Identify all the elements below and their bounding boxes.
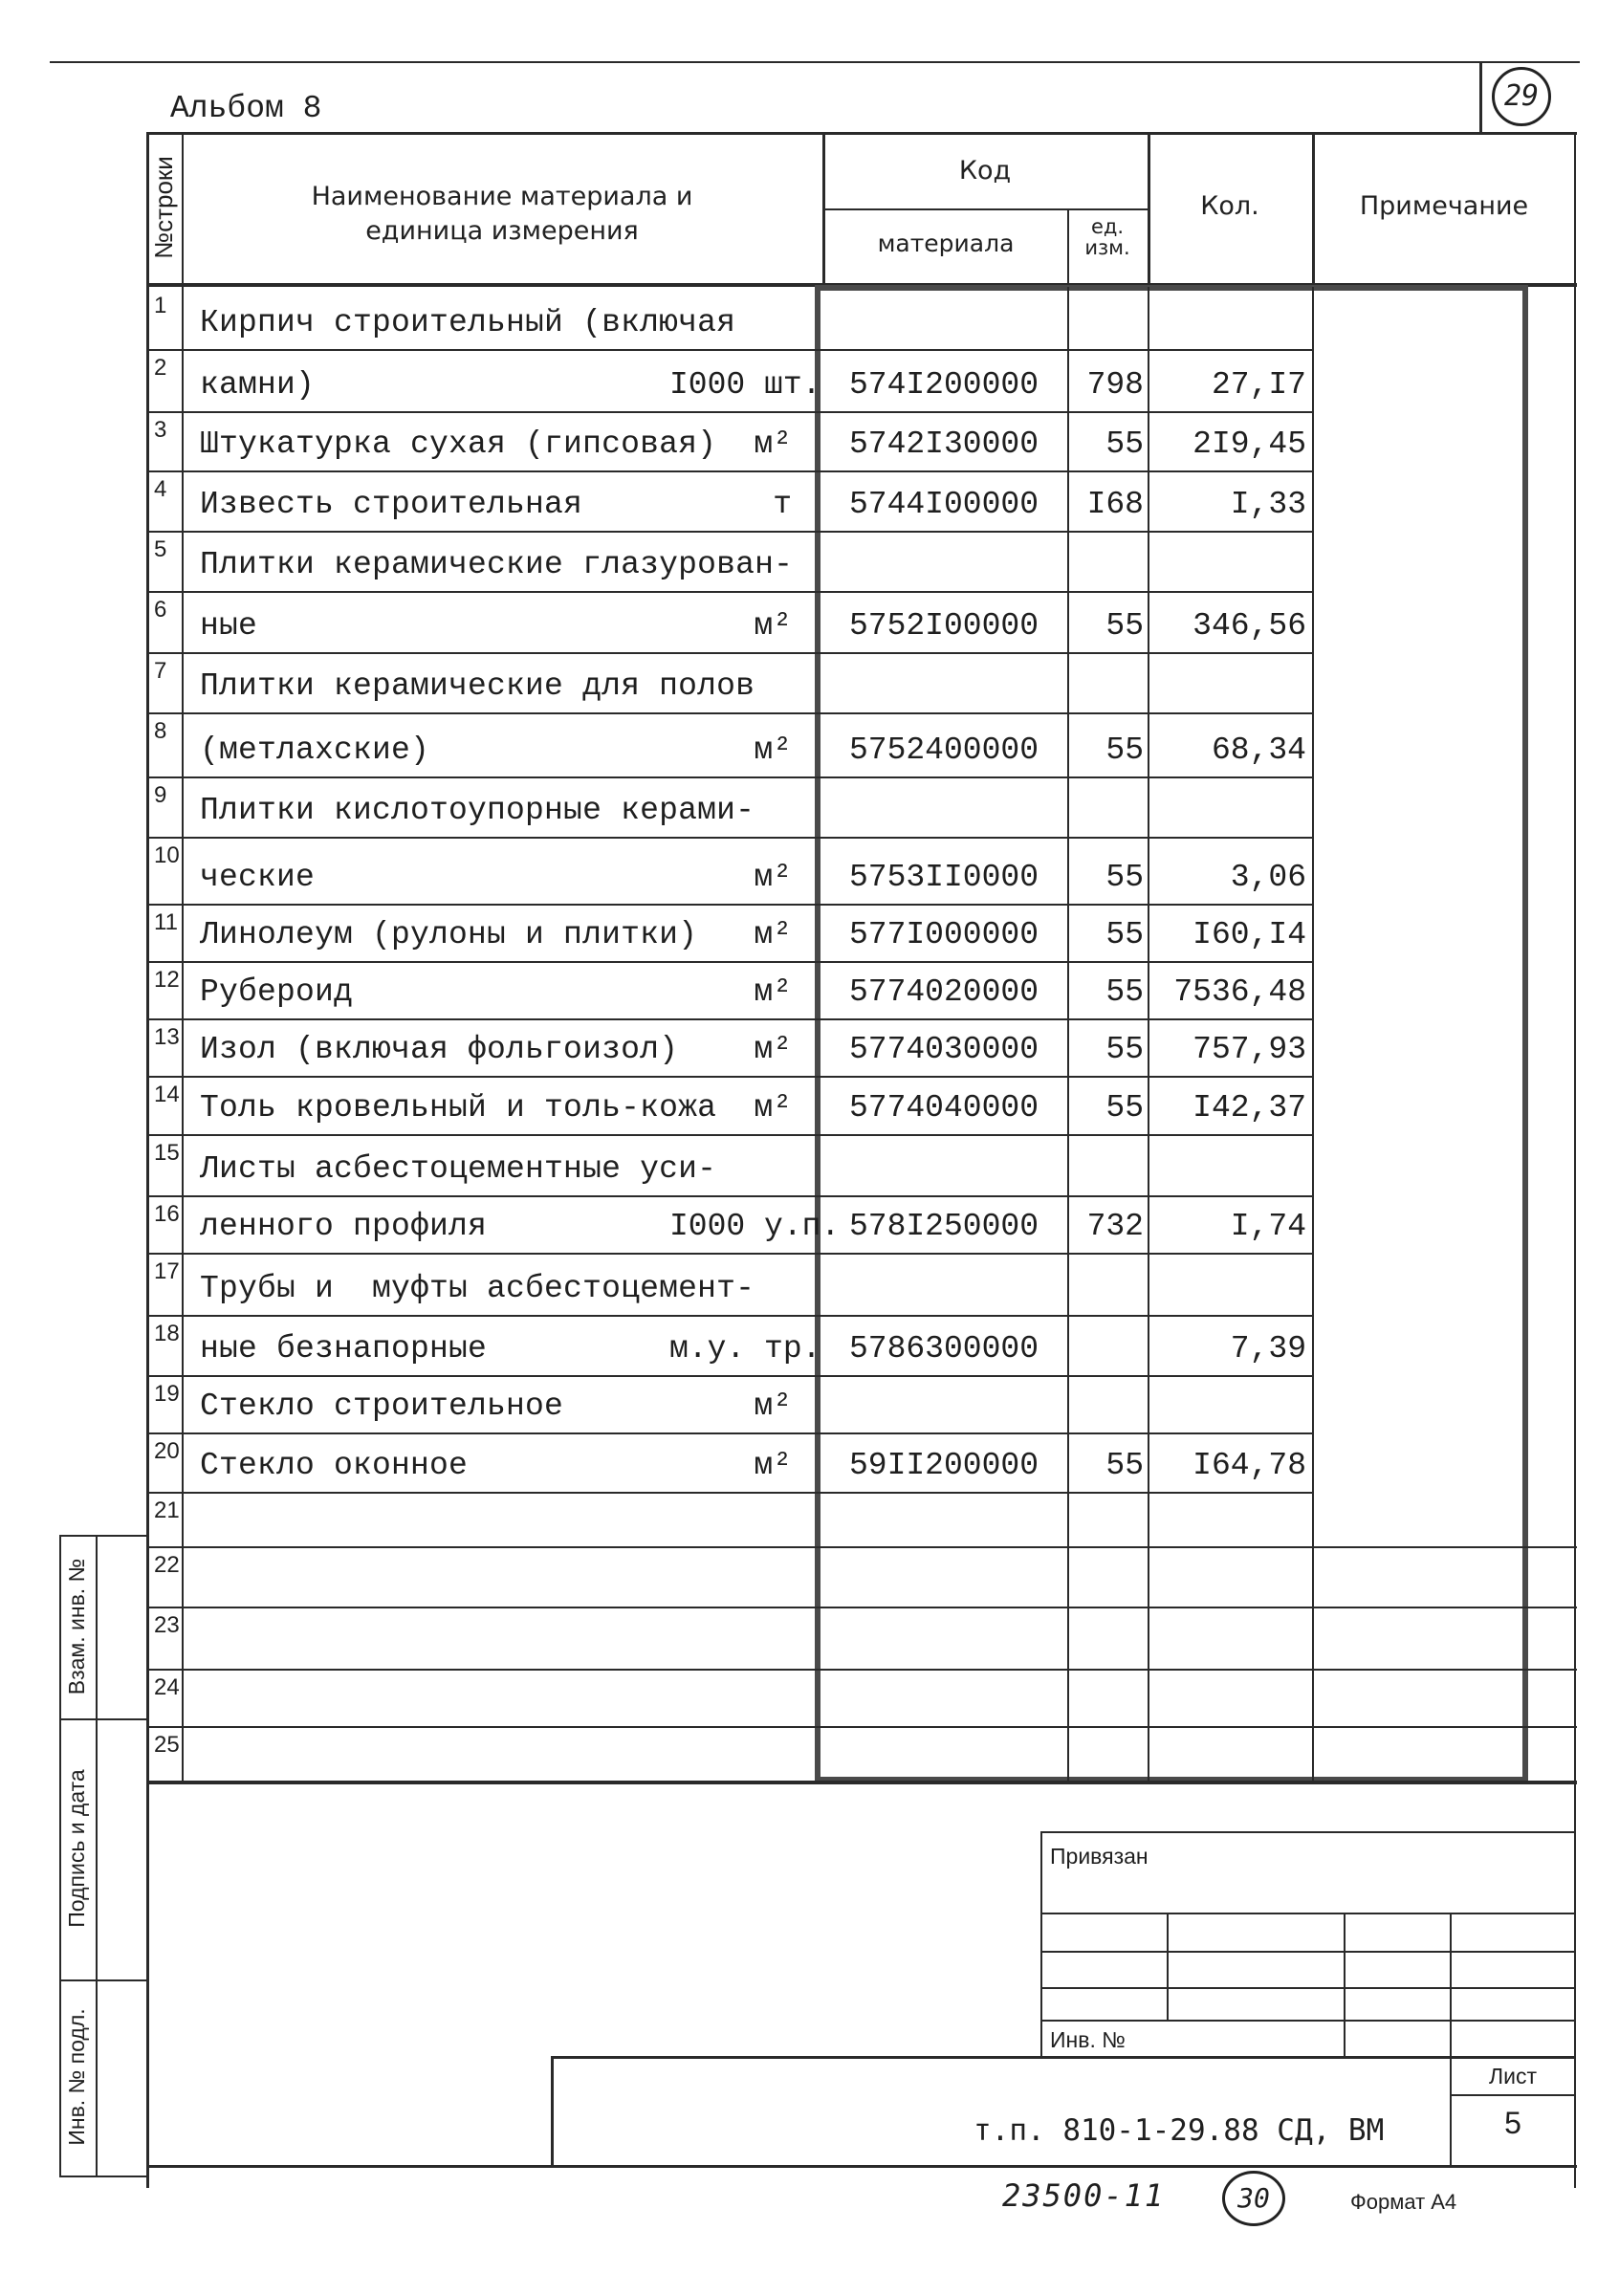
material-code: 5786300000 <box>848 1331 1039 1367</box>
row-rule <box>146 1432 1313 1434</box>
row-rule <box>146 470 1313 472</box>
row-number: 20 <box>154 1438 180 1464</box>
album-label: Альбом 8 <box>170 91 322 126</box>
quantity: 7536,48 <box>1173 974 1306 1010</box>
row-number: 8 <box>154 718 167 744</box>
row-rule <box>146 652 1313 654</box>
priv-rule-2 <box>1040 1951 1576 1953</box>
row-number: 3 <box>154 417 167 443</box>
material-name: (метлахские) <box>200 733 430 768</box>
row-number: 5 <box>154 536 167 562</box>
stamp-inv-podl: Инв. № подл. <box>64 2008 89 2146</box>
material-name: ческие <box>200 860 316 895</box>
row-number: 2 <box>154 355 167 381</box>
unit-code: 55 <box>1105 608 1144 644</box>
row-number: 1 <box>154 293 167 318</box>
priv-left <box>1040 1831 1042 2058</box>
material-unit: м² <box>754 608 792 644</box>
stamp-left-edge <box>59 1535 61 2176</box>
material-name: камни) <box>200 367 316 403</box>
row-number: 16 <box>154 1201 180 1227</box>
unit-code: 732 <box>1086 1209 1144 1244</box>
unit-code: 55 <box>1105 974 1144 1010</box>
material-name: Известь строительная <box>200 487 583 522</box>
material-name: ные безнапорные <box>200 1331 488 1367</box>
row-rule <box>146 591 1313 593</box>
material-unit: м² <box>754 1389 792 1424</box>
col-ed-left <box>1067 287 1069 1781</box>
row-rule <box>146 1076 1313 1078</box>
row-number: 23 <box>154 1612 180 1638</box>
quantity: 2I9,45 <box>1192 426 1306 462</box>
list-label: Лист <box>1489 2064 1537 2088</box>
row-number: 22 <box>154 1552 180 1578</box>
privyazan-label: Привязан <box>1050 1844 1149 1869</box>
material-name: Плитки керамические для полов <box>200 668 755 704</box>
material-unit: м² <box>754 860 792 895</box>
unit-code: 55 <box>1105 917 1144 952</box>
material-name: Стекло строительное <box>200 1389 564 1424</box>
unit-code: 55 <box>1105 733 1144 768</box>
material-unit: I000 у.п. <box>669 1209 841 1244</box>
handwritten-number: 23500-11 <box>1002 2177 1166 2214</box>
frame-left <box>146 132 149 2188</box>
row-rule <box>146 1134 1313 1136</box>
quantity: I64,78 <box>1192 1448 1306 1483</box>
row-rule <box>146 837 1313 839</box>
row-number: 11 <box>154 909 178 935</box>
code-subheader-rule <box>822 208 1148 210</box>
row-number: 10 <box>154 842 180 868</box>
row-rule <box>146 1253 1313 1255</box>
row-rule <box>146 961 1313 963</box>
row-rule <box>146 411 1313 413</box>
list-value: 5 <box>1504 2106 1521 2140</box>
top-rule <box>50 61 1580 63</box>
row-rule <box>146 1492 1313 1494</box>
row-number: 7 <box>154 658 167 684</box>
unit-code: 55 <box>1105 1090 1144 1126</box>
stamp-vzam: Взам. инв. № <box>64 1558 89 1695</box>
row-number: 14 <box>154 1082 180 1107</box>
stamp-rule-4 <box>59 2176 146 2177</box>
inv-no-label: Инв. № <box>1050 2027 1126 2052</box>
frame-top <box>146 132 1577 135</box>
row-number: 6 <box>154 597 167 623</box>
material-unit: I000 шт. <box>669 367 821 403</box>
row-rule <box>146 1195 1313 1197</box>
material-unit: м² <box>754 733 792 768</box>
material-name: ленного профиля <box>200 1209 488 1244</box>
material-code: 578I250000 <box>848 1209 1039 1244</box>
material-name: Толь кровельный и толь-кожа <box>200 1090 717 1126</box>
material-code: 5752I00000 <box>848 608 1039 644</box>
row-number: 4 <box>154 476 167 502</box>
quantity: I,74 <box>1230 1209 1306 1244</box>
material-code: 5774020000 <box>848 974 1039 1010</box>
title-block-top <box>551 2056 1576 2059</box>
row-number: 25 <box>154 1732 180 1758</box>
row-rule <box>146 712 1313 714</box>
row-number: 21 <box>154 1498 180 1523</box>
material-code: 5742I30000 <box>848 426 1039 462</box>
row-number: 13 <box>154 1024 180 1050</box>
col-header-name: Наименование материала и единица измерения <box>311 182 693 246</box>
row-rule <box>146 1726 1577 1728</box>
row-rule <box>146 1315 1313 1317</box>
format-label: Формат А4 <box>1350 2190 1457 2214</box>
col-note-left <box>1312 287 1314 1781</box>
priv-col-2 <box>1344 1913 1346 2056</box>
material-name: Плитки керамические глазурован- <box>200 547 794 582</box>
stamp-podpis: Подпись и дата <box>64 1769 89 1928</box>
col-header-code-unit: ед. изм. <box>1084 215 1130 259</box>
stamp-divider <box>96 1535 98 2176</box>
frame-right <box>1574 132 1576 2188</box>
footer-circle-number: 30 <box>1222 2171 1285 2226</box>
unit-code: 55 <box>1105 860 1144 895</box>
material-name: Стекло оконное <box>200 1448 469 1483</box>
col-header-qty: Кол. <box>1200 191 1259 221</box>
quantity: 3,06 <box>1230 860 1306 895</box>
material-code: 577I000000 <box>848 917 1039 952</box>
row-rule <box>146 776 1313 778</box>
quantity: 757,93 <box>1192 1032 1306 1067</box>
quantity: I,33 <box>1230 487 1306 522</box>
material-name: Трубы и муфты асбестоцемент- <box>200 1271 755 1306</box>
col-header-rownum: №строки <box>149 156 178 259</box>
material-unit: м² <box>754 974 792 1010</box>
row-rule <box>146 1375 1313 1377</box>
material-unit: м² <box>754 917 792 952</box>
unit-code: 55 <box>1105 1032 1144 1067</box>
unit-code: 55 <box>1105 1448 1144 1483</box>
material-code: 5753II0000 <box>848 860 1039 895</box>
material-code: 574I200000 <box>848 367 1039 403</box>
material-code: 5752400000 <box>848 733 1039 768</box>
material-unit: м² <box>754 1032 792 1067</box>
row-rule <box>146 1669 1577 1671</box>
quantity: 68,34 <box>1211 733 1306 768</box>
priv-rule-1 <box>1040 1913 1576 1914</box>
page-number-circle: 29 <box>1492 67 1551 126</box>
material-code: 59II200000 <box>848 1448 1039 1483</box>
material-code: 5744I00000 <box>848 487 1039 522</box>
row-number: 24 <box>154 1674 180 1700</box>
material-unit: т <box>773 487 792 522</box>
material-name: Рубероид <box>200 974 354 1010</box>
priv-col-3 <box>1450 1913 1452 2056</box>
col-header-code: Код <box>958 156 1012 186</box>
material-name: Кирпич строительный (включая <box>200 305 736 340</box>
quantity: I60,I4 <box>1192 917 1306 952</box>
frame-right-top <box>1479 61 1482 134</box>
row-number: 19 <box>154 1381 180 1407</box>
material-code: 5774030000 <box>848 1032 1039 1067</box>
quantity: 27,I7 <box>1211 367 1306 403</box>
row-rule <box>146 531 1313 533</box>
title-block-bottom <box>146 2165 1577 2168</box>
quantity: 7,39 <box>1230 1331 1306 1367</box>
priv-rule-4 <box>1040 2020 1576 2022</box>
material-unit: м² <box>754 1090 792 1126</box>
material-name: Плитки кислотоупорные керами- <box>200 793 755 828</box>
priv-top <box>1040 1831 1576 1833</box>
row-rule <box>146 1546 1577 1548</box>
material-unit: м² <box>754 426 792 462</box>
row-number: 12 <box>154 967 180 993</box>
col-header-code-material: материала <box>877 230 1015 257</box>
quantity: I42,37 <box>1192 1090 1306 1126</box>
row-number: 15 <box>154 1140 180 1166</box>
material-name: Листы асбестоцементные уси- <box>200 1151 717 1187</box>
table-bottom-rule <box>146 1781 1577 1784</box>
title-list-rule <box>1450 2094 1576 2096</box>
material-unit: м.у. тр. <box>669 1331 821 1367</box>
priv-col-1 <box>1167 1913 1169 2020</box>
row-rule <box>146 904 1313 906</box>
material-code: 5774040000 <box>848 1090 1039 1126</box>
row-rule <box>146 1018 1313 1020</box>
unit-code: 55 <box>1105 426 1144 462</box>
col-header-note: Примечание <box>1359 191 1529 221</box>
material-name: ные <box>200 608 258 644</box>
title-block-left <box>551 2056 554 2167</box>
row-number: 17 <box>154 1258 180 1284</box>
material-name: Штукатурка сухая (гипсовая) <box>200 426 717 462</box>
quantity: 346,56 <box>1192 608 1306 644</box>
row-number: 9 <box>154 782 167 808</box>
row-rule <box>146 349 1313 351</box>
material-name: Линолеум (рулоны и плитки) <box>200 917 698 952</box>
material-unit: м² <box>754 1448 792 1483</box>
document-code: т.п. 810-1-29.88 СД, ВМ <box>974 2113 1385 2148</box>
unit-code: 798 <box>1086 367 1144 403</box>
material-name: Изол (включая фольгоизол) <box>200 1032 679 1067</box>
row-number: 18 <box>154 1321 180 1346</box>
row-rule <box>146 1607 1577 1608</box>
priv-rule-3 <box>1040 1987 1576 1989</box>
unit-code: I68 <box>1086 487 1144 522</box>
